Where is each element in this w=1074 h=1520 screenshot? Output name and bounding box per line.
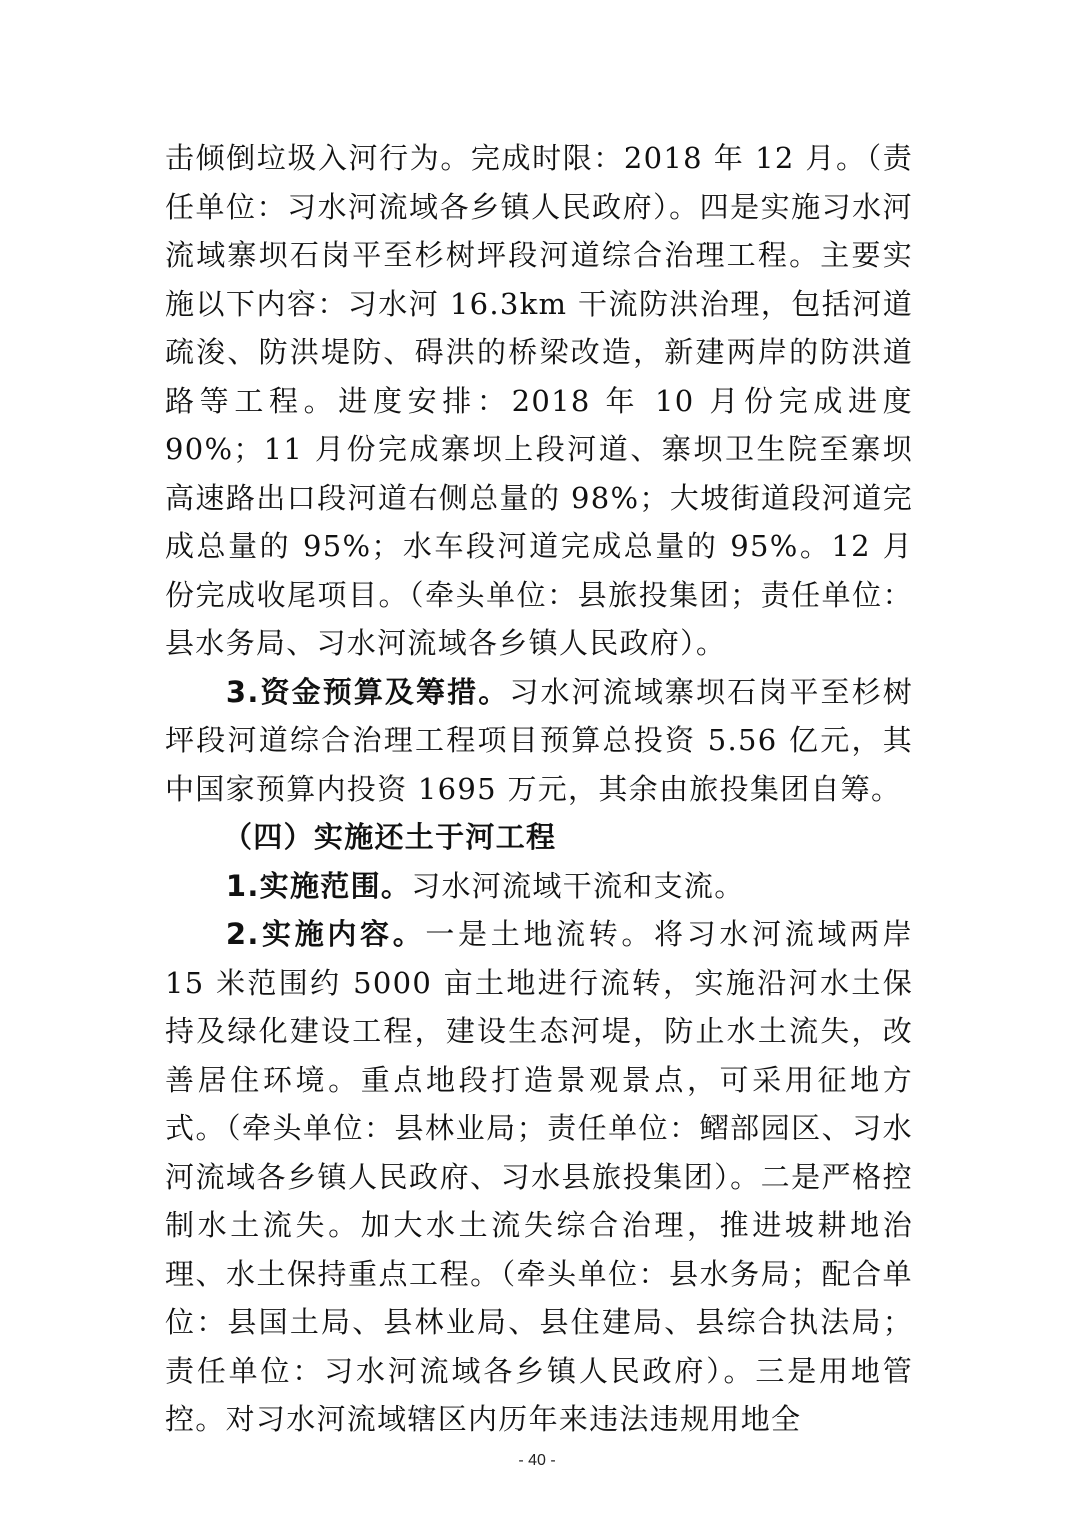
item-heading-content: 2.实施内容。	[225, 917, 426, 951]
paragraph-funding	[165, 668, 913, 814]
paragraph-continued: 击倾倒垃圾入河行为。完成时限：2018 年 12 月。（责任单位：习水河流域各乡镇人民政府）。四是实施习水河流域寨坝石岗平至杉树坪段河道综合治理工程。主要实施以下内容：习水河 16.3km 干流防洪治理，包括河道疏浚、防洪堤防、碍洪的桥梁改造，新建两岸的防洪道路等工程。进度安排：2018 年 10 月份完成进度 90%；11 月份完成寨坝上段河道、寨坝卫生院至寨坝高速路出口段河道右侧总量的 98%；大坡街道段河道完成总量的 95%；水车段河道完成总量的 95%。12 月份完成收尾项目。（牵头单位：县旅投集团；责任单位：县水务局、习水河流域各乡镇人民政府）。	[165, 141, 913, 660]
item-heading-scope: 1.实施范围。	[225, 868, 412, 903]
page-number: - 40 -	[518, 1452, 556, 1469]
section-heading-4: （四）实施还土于河工程	[223, 820, 557, 854]
item-body-content: 一是土地流转。将习水河流域两岸 15 米范围约 5000 亩土地进行流转，实施沿河水土保持及绿化建设工程，建设生态河堤，防止水土流失，改善居住环境。重点地段打造景观景点，可采用征地方式。（牵头单位：县林业局；责任单位：鳛部园区、习水河流域各乡镇人民政府、习水县旅投集团）。二是严格控制水土流失。加大水土流失综合治理，推进坡耕地治理、水土保持重点工程。（牵头单位：县水务局；配合单位：县国土局、县林业局、县住建局、县综合执法局；责任单位：习水河流域各乡镇人民政府）。三是用地管控。对习水河流域辖区内历年来违法违规用地全	[165, 917, 913, 1436]
section-body-funding: 习水河流域寨坝石岗平至杉树坪段河道综合治理工程项目预算总投资 5.56 亿元，其中国家预算内投资 1695 万元，其余由旅投集团自筹。	[165, 674, 913, 806]
paragraph-scope	[165, 862, 913, 911]
paragraph-content	[165, 910, 913, 1444]
body-text	[165, 134, 913, 1444]
section-heading-funding: 3.资金预算及筹措。	[225, 674, 510, 709]
item-body-scope: 习水河流域干流和支流。	[411, 868, 745, 903]
